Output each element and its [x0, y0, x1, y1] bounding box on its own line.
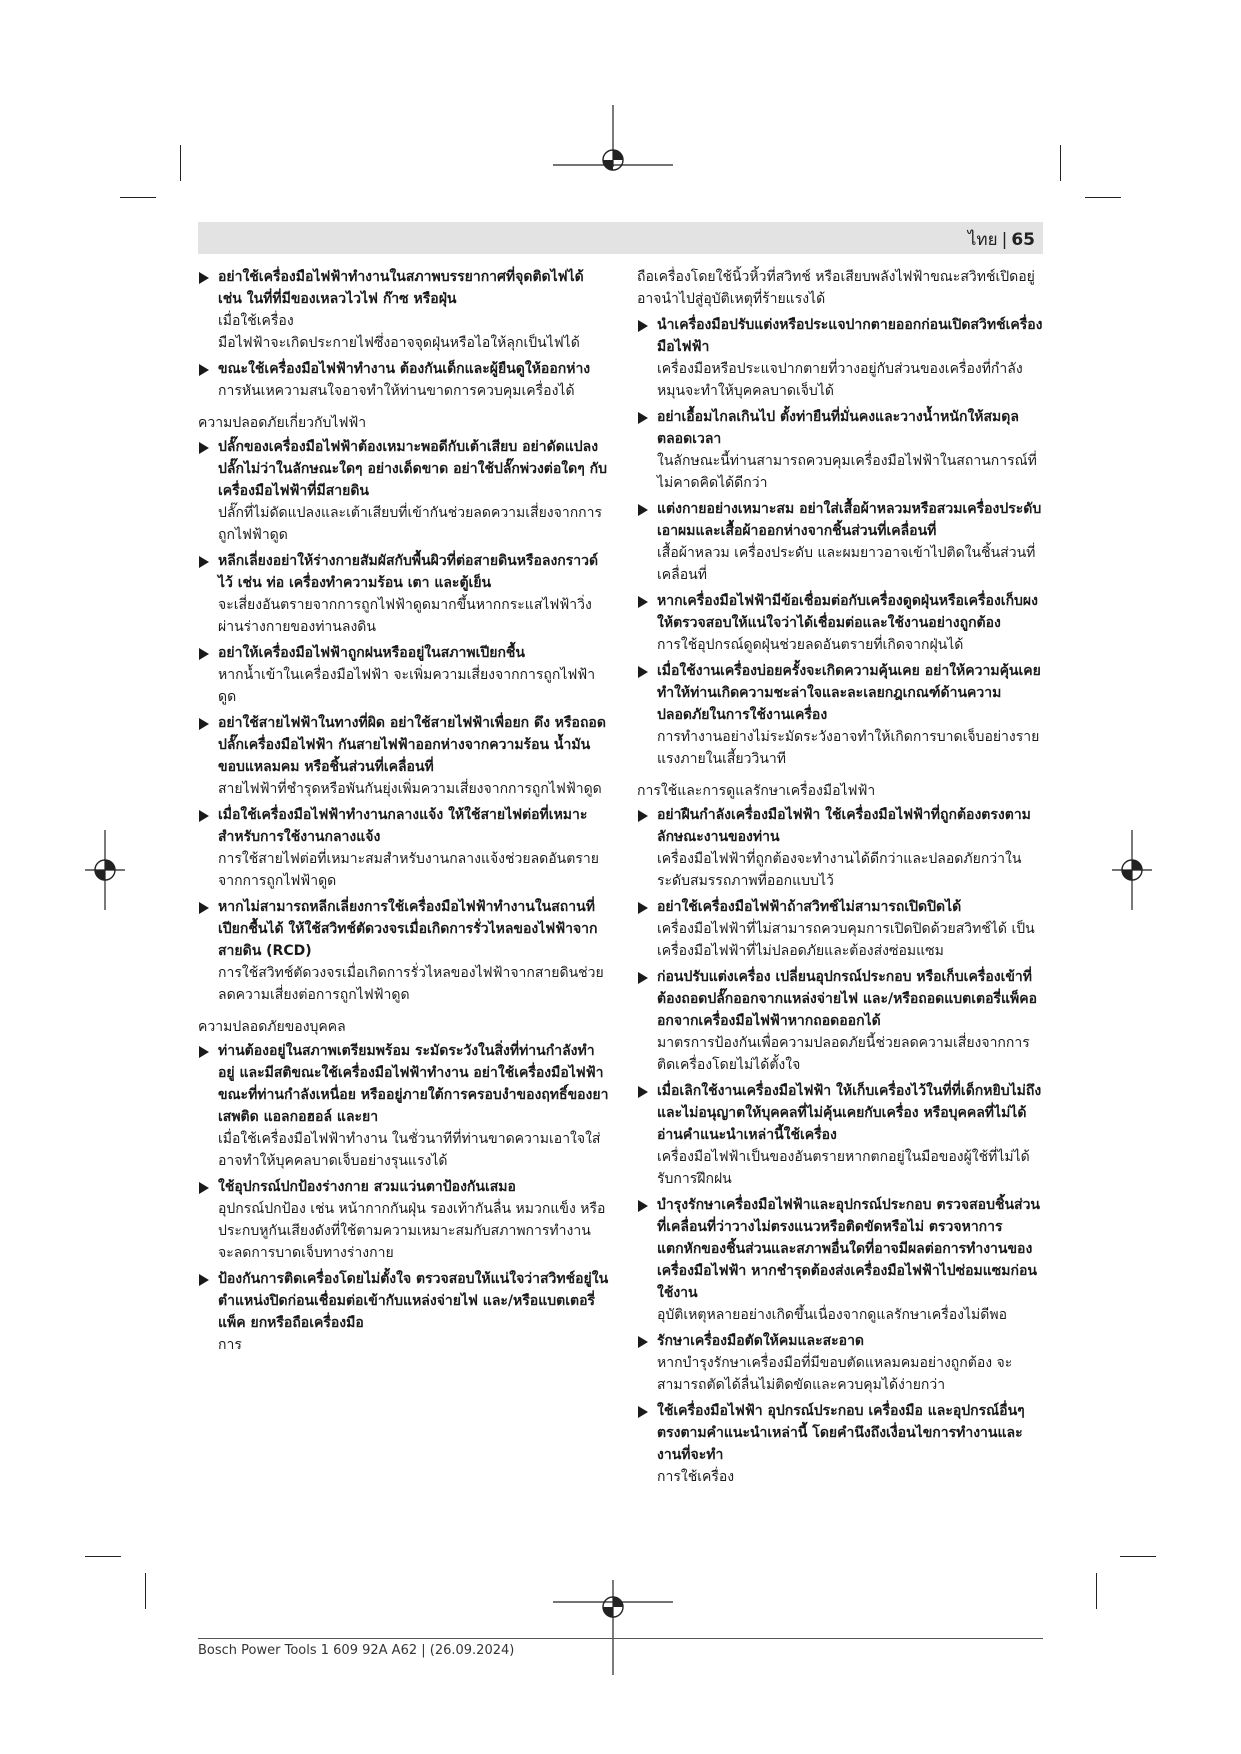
bullet-triangle-icon	[638, 1200, 648, 1212]
item-bold-text: แต่งกายอย่างเหมาะสม อย่าใส่เสื้อผ้าหลวมหรือสวมเครื่องประดับ เอาผมและเสื้อผ้าออกห่างจากชิ้นส่วนที่เคลื่อนที่	[657, 501, 1042, 539]
list-item	[637, 590, 1045, 656]
item-bold-text: นำเครื่องมือปรับแต่งหรือประแจปากตายออกก่อนเปิดสวิทช์เครื่องมือไฟฟ้า	[657, 317, 1043, 355]
bullet-triangle-icon	[638, 810, 648, 822]
bullet-triangle-icon	[199, 556, 209, 568]
continuation-text: ถือเครื่องโดยใช้นิ้วหิ้วที่สวิทช์ หรือเสียบพลังไฟฟ้าขณะสวิทช์เปิดอยู่ อาจนำไปสู่อุบัติเหตุที่ร้ายแรงได้	[637, 269, 1035, 307]
list-item	[198, 896, 610, 1006]
list-item	[198, 1040, 610, 1172]
bullet-triangle-icon	[199, 272, 209, 284]
item-text: การ	[218, 1337, 242, 1353]
item-bold-text: อย่าใช้เครื่องมือไฟฟ้าถ้าสวิทช์ไม่สามารถเปิดปิดได้	[657, 899, 962, 915]
item-text: อุบัติเหตุหลายอย่างเกิดขึ้นเนื่องจากดูแลรักษาเครื่องไม่ดีพอ	[657, 1307, 1007, 1323]
item-text: เครื่องมือไฟฟ้าที่ไม่สามารถควบคุมการเปิดปิดด้วยสวิทช์ได้ เป็นเครื่องมือไฟฟ้าที่ไม่ปลอดภัยและต้องส่งซ่อมแซม	[657, 921, 1035, 959]
item-text: การใช้อุปกรณ์ดูดฝุ่นช่วยลดอันตรายที่เกิดจากฝุ่นได้	[657, 637, 964, 653]
item-text: ปลั๊กที่ไม่ดัดแปลงและเต้าเสียบที่เข้ากันช่วยลดความเสี่ยงจากการถูกไฟฟ้าดูด	[218, 505, 603, 543]
list-item	[637, 1080, 1045, 1190]
crop-mark-tr-h	[1085, 197, 1121, 198]
section-heading-electrical: ความปลอดภัยเกี่ยวกับไฟฟ้า	[198, 415, 367, 431]
crop-mark-tr-v	[1060, 145, 1061, 181]
section-heading-care: การใช้และการดูแลรักษาเครื่องมือไฟฟ้า	[637, 783, 876, 799]
item-bold-text: ก่อนปรับแต่งเครื่อง เปลี่ยนอุปกรณ์ประกอบ หรือเก็บเครื่องเข้าที่ ต้องถอดปลั๊กออกจากแหล่งจ่ายไฟ และ/หรือถอดแบตเตอรี่แพ็คออกจากเครื่องมือไฟฟ้าหากถอดออกได้	[657, 969, 1038, 1029]
bullet-triangle-icon	[638, 1336, 648, 1348]
item-bold-text: ท่านต้องอยู่ในสภาพเตรียมพร้อม ระมัดระวังในสิ่งที่ท่านกำลังทำอยู่ และมีสติขณะใช้เครื่องมือไฟฟ้าทำงาน อย่าใช้เครื่องมือไฟฟ้าขณะที่ท่านกำลังเหนื่อย หรืออยู่ภายใต้การครอบงำของฤทธิ์ของยาเสพติด แอลกอฮอล์ และยา	[218, 1043, 609, 1125]
bullet-triangle-icon	[199, 1182, 209, 1194]
item-bold-text: หากเครื่องมือไฟฟ้ามีข้อเชื่อมต่อกับเครื่องดูดฝุ่นหรือเครื่องเก็บผง ให้ตรวจสอบให้แน่ใจว่าได้เชื่อมต่อและใช้งานอย่างถูกต้อง	[657, 593, 1038, 631]
crop-mark-tl-h	[120, 197, 156, 198]
list-item	[198, 642, 610, 708]
item-text: การหันเหความสนใจอาจทำให้ท่านขาดการควบคุมเครื่องได้	[218, 383, 575, 399]
item-bold-text: บำรุงรักษาเครื่องมือไฟฟ้าและอุปกรณ์ประกอบ ตรวจสอบชิ้นส่วนที่เคลื่อนที่ว่าวางไม่ตรงแนวหรือติดขัดหรือไม่ ตรวจหาการแตกหักของชิ้นส่วนและสภาพอื่นใดที่อาจมีผลต่อการทำงานของเครื่องมือไฟฟ้า หากชำรุดต้องส่งเครื่องมือไฟฟ้าไปซ่อมแซมก่อนใช้งาน	[657, 1197, 1041, 1301]
page-header	[198, 222, 1043, 254]
item-text: การใช้เครื่อง	[657, 1469, 735, 1485]
bullet-triangle-icon	[638, 902, 648, 914]
item-bold-text: อย่าเอื้อมไกลเกินไป ตั้งท่ายืนที่มั่นคงและวางน้ำหนักให้สมดุลตลอดเวลา	[657, 409, 1019, 447]
item-bold-text: เมื่อเลิกใช้งานเครื่องมือไฟฟ้า ให้เก็บเครื่องไว้ในที่ที่เด็กหยิบไม่ถึง และไม่อนุญาตให้บุคคลที่ไม่คุ้นเคยกับเครื่อง หรือบุคคลที่ไม่ได้อ่านคำแนะนำเหล่านี้ใช้เครื่อง	[657, 1083, 1042, 1143]
item-text: เครื่องมือหรือประแจปากตายที่วางอยู่กับส่วนของเครื่องที่กำลังหมุนจะทำให้บุคคลบาดเจ็บได้	[657, 361, 1023, 399]
item-bold-text: อย่าให้เครื่องมือไฟฟ้าถูกฝนหรืออยู่ในสภาพเปียกชื้น	[218, 645, 526, 661]
list-item	[198, 1268, 610, 1356]
footer-text: Bosch Power Tools 1 609 92A A62 | (26.09.2024)	[198, 1643, 515, 1658]
list-item	[637, 896, 1045, 962]
item-text: อุปกรณ์ปกป้อง เช่น หน้ากากกันฝุ่น รองเท้ากันลื่น หมวกแข็ง หรือประกบหูกันเสียงดังที่ใช้ตามความเหมาะสมกับสภาพการทำงาน จะลดการบาดเจ็บทางร่างกาย	[218, 1201, 606, 1261]
item-bold-text: อย่าใช้สายไฟฟ้าในทางที่ผิด อย่าใช้สายไฟฟ้าเพื่อยก ดึง หรือถอดปลั๊กเครื่องมือไฟฟ้า กันสายไฟฟ้าออกห่างจากความร้อน น้ำมัน ขอบแหลมคม หรือชิ้นส่วนที่เคลื่อนที่	[218, 715, 606, 775]
bullet-triangle-icon	[199, 810, 209, 822]
item-bold-text: รักษาเครื่องมือตัดให้คมและสะอาด	[657, 1333, 865, 1349]
list-item	[637, 498, 1045, 586]
bullet-triangle-icon	[638, 1086, 648, 1098]
page-number: 65	[1011, 230, 1035, 250]
list-item	[637, 406, 1045, 494]
item-text: เสื้อผ้าหลวม เครื่องประดับ และผมยาวอาจเข้าไปติดในชิ้นส่วนที่เคลื่อนที่	[657, 545, 1036, 583]
bullet-triangle-icon	[199, 902, 209, 914]
bullet-triangle-icon	[638, 412, 648, 424]
bullet-triangle-icon	[638, 320, 648, 332]
item-bold-text: อย่าใช้เครื่องมือไฟฟ้าทำงานในสภาพบรรยากาศที่จุดติดไฟได้ เช่น ในที่ที่มีของเหลวไวไฟ ก๊าซ หรือฝุ่น	[218, 269, 584, 307]
crop-mark-br-h	[1120, 1556, 1156, 1557]
crop-mark-br-v	[1096, 1573, 1097, 1609]
item-bold-text: ป้องกันการติดเครื่องโดยไม่ตั้งใจ ตรวจสอบให้แน่ใจว่าสวิทช์อยู่ในตำแหน่งปิดก่อนเชื่อมต่อเข้ากับแหล่งจ่ายไฟ และ/หรือแบตเตอรี่แพ็ค ยกหรือถือเครื่องมือ	[218, 1271, 609, 1331]
bullet-triangle-icon	[199, 1274, 209, 1286]
registration-mark-right-icon	[1112, 830, 1152, 910]
item-bold-text: เมื่อใช้เครื่องมือไฟฟ้าทำงานกลางแจ้ง ให้ใช้สายไฟต่อที่เหมาะสำหรับการใช้งานกลางแจ้ง	[218, 807, 588, 845]
list-item	[637, 1400, 1045, 1488]
list-item	[637, 1194, 1045, 1326]
registration-mark-left-icon	[85, 830, 125, 910]
item-text: หากบำรุงรักษาเครื่องมือที่มีขอบตัดแหลมคมอย่างถูกต้อง จะสามารถตัดได้ลื่นไม่ติดขัดและควบคุมได้ง่ายกว่า	[657, 1355, 1013, 1393]
list-item	[198, 1176, 610, 1264]
registration-mark-top-icon	[548, 105, 678, 215]
list-item	[198, 436, 610, 546]
crop-mark-bl-v	[145, 1573, 146, 1609]
right-column	[637, 266, 1045, 1492]
item-bold-text: ใช้เครื่องมือไฟฟ้า อุปกรณ์ประกอบ เครื่องมือ และอุปกรณ์อื่นๆ ตรงตามคำแนะนำเหล่านี้ โดยคำนึงถึงเงื่อนไขการทำงานและงานที่จะทำ	[657, 1403, 1025, 1463]
crop-mark-tl-v	[180, 145, 181, 181]
item-text: เครื่องมือไฟฟ้าที่ถูกต้องจะทำงานได้ดีกว่าและปลอดภัยกว่าในระดับสมรรถภาพที่ออกแบบไว้	[657, 851, 1022, 889]
bullet-triangle-icon	[199, 648, 209, 660]
item-text: จะเสี่ยงอันตรายจากการถูกไฟฟ้าดูดมากขึ้นหากกระแสไฟฟ้าวิ่งผ่านร่างกายของท่านลงดิน	[218, 597, 592, 635]
list-item	[637, 1330, 1045, 1396]
item-bold-text: ปลั๊กของเครื่องมือไฟฟ้าต้องเหมาะพอดีกับเต้าเสียบ อย่าดัดแปลงปลั๊กไม่ว่าในลักษณะใดๆ อย่างเด็ดขาด อย่าใช้ปลั๊กพ่วงต่อใดๆ กับเครื่องมือไฟฟ้าที่มีสายดิน	[218, 439, 607, 499]
item-text: การใช้สายไฟต่อที่เหมาะสมสำหรับงานกลางแจ้งช่วยลดอันตรายจากการถูกไฟฟ้าดูด	[218, 851, 599, 889]
footer-divider	[198, 1638, 1043, 1639]
item-text: สายไฟฟ้าที่ชำรุดหรือพันกันยุ่งเพิ่มความเสี่ยงจากการถูกไฟฟ้าดูด	[218, 781, 602, 797]
bullet-triangle-icon	[199, 442, 209, 454]
list-item	[637, 966, 1045, 1076]
item-bold-text: อย่าฝืนกำลังเครื่องมือไฟฟ้า ใช้เครื่องมือไฟฟ้าที่ถูกต้องตรงตามลักษณะงานของท่าน	[657, 807, 1031, 845]
crop-mark-bl-h	[85, 1556, 121, 1557]
bullet-triangle-icon	[199, 1046, 209, 1058]
list-item	[198, 358, 610, 402]
item-text: มาตรการป้องกันเพื่อความปลอดภัยนี้ช่วยลดความเสี่ยงจากการติดเครื่องโดยไม่ได้ตั้งใจ	[657, 1035, 1030, 1073]
item-bold-text: ขณะใช้เครื่องมือไฟฟ้าทำงาน ต้องกันเด็กและผู้ยืนดูให้ออกห่าง	[218, 361, 591, 377]
item-text: หากน้ำเข้าในเครื่องมือไฟฟ้า จะเพิ่มความเสี่ยงจากการถูกไฟฟ้าดูด	[218, 667, 596, 705]
item-text: เครื่องมือไฟฟ้าเป็นของอันตรายหากตกอยู่ในมือของผู้ใช้ที่ไม่ได้รับการฝึกฝน	[657, 1149, 1030, 1187]
list-item	[637, 660, 1045, 770]
item-text: ในลักษณะนี้ท่านสามารถควบคุมเครื่องมือไฟฟ้าในสถานการณ์ที่ไม่คาดคิดได้ดีกว่า	[657, 453, 1037, 491]
list-item	[637, 804, 1045, 892]
item-bold-text: หากไม่สามารถหลีกเลี่ยงการใช้เครื่องมือไฟฟ้าทำงานในสถานที่เปียกชื้นได้ ให้ใช้สวิทช์ตัดวงจรเมื่อเกิดการรั่วไหลของไฟฟ้าจากสายดิน (RCD)	[218, 899, 598, 959]
header-separator: |	[1001, 230, 1008, 250]
list-item	[637, 314, 1045, 402]
item-bold-text: ใช้อุปกรณ์ปกป้องร่างกาย สวมแว่นตาป้องกันเสมอ	[218, 1179, 516, 1195]
item-text: การใช้สวิทช์ตัดวงจรเมื่อเกิดการรั่วไหลของไฟฟ้าจากสายดินช่วยลดความเสี่ยงต่อการถูกไฟฟ้าดูด	[218, 965, 604, 1003]
list-item	[198, 804, 610, 892]
list-item	[198, 266, 610, 354]
item-bold-text: เมื่อใช้งานเครื่องบ่อยครั้งจะเกิดความคุ้นเคย อย่าให้ความคุ้นเคยทำให้ท่านเกิดความชะล่าใจและละเลยกฎเกณฑ์ด้านความปลอดภัยในการใช้งานเครื่อง	[657, 663, 1041, 723]
page-header-text	[968, 226, 1035, 253]
bullet-triangle-icon	[638, 972, 648, 984]
item-bold-text: หลีกเลี่ยงอย่าให้ร่างกายสัมผัสกับพื้นผิวที่ต่อสายดินหรือลงกราวด์ไว้ เช่น ท่อ เครื่องทำความร้อน เตา และตู้เย็น	[218, 553, 599, 591]
list-item	[198, 712, 610, 800]
item-text: เมื่อใช้เครื่อง	[218, 313, 294, 329]
bullet-triangle-icon	[638, 1406, 648, 1418]
bullet-triangle-icon	[199, 718, 209, 730]
bullet-triangle-icon	[638, 504, 648, 516]
registration-mark-bottom-icon	[548, 1580, 678, 1690]
left-column	[198, 266, 610, 1360]
bullet-triangle-icon	[199, 364, 209, 376]
item-text-extra: มือไฟฟ้าจะเกิดประกายไฟซึ่งอาจจุดฝุ่นหรือไอให้ลุกเป็นไฟได้	[218, 335, 580, 351]
list-item	[198, 550, 610, 638]
bullet-triangle-icon	[638, 596, 648, 608]
section-language: ไทย	[967, 230, 998, 250]
bullet-triangle-icon	[638, 666, 648, 678]
section-heading-personal: ความปลอดภัยของบุคคล	[198, 1019, 346, 1035]
item-text: เมื่อใช้เครื่องมือไฟฟ้าทำงาน ในชั่วนาทีที่ท่านขาดความเอาใจใส่อาจทำให้บุคคลบาดเจ็บอย่างรุนแรงได้	[218, 1131, 601, 1169]
item-text: การทำงานอย่างไม่ระมัดระวังอาจทำให้เกิดการบาดเจ็บอย่างรายแรงภายในเสี้ยววินาที	[657, 729, 1040, 767]
